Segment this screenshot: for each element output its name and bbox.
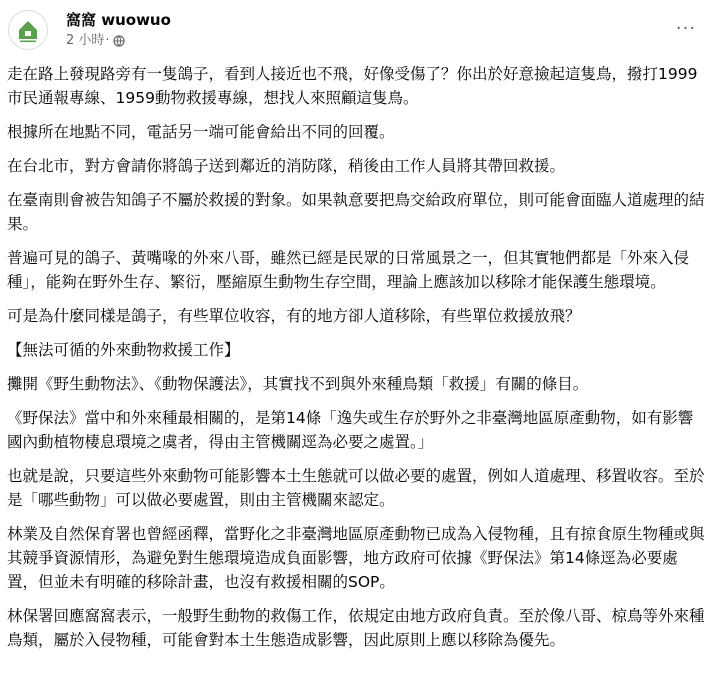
post-header <box>0 0 714 66</box>
post-paragraph: 可是為什麼同樣是鴿子，有些單位收容，有的地方卻人道移除，有些單位救援放飛？ <box>7 307 581 325</box>
post-timestamp[interactable]: 2 小時 <box>66 33 105 48</box>
post-body <box>7 62 707 662</box>
more-options-button[interactable] <box>672 16 700 40</box>
post-meta <box>66 32 171 50</box>
page-name-link[interactable]: 窩窩 wuowuo <box>66 11 171 29</box>
globe-icon <box>113 35 125 47</box>
more-options-icon: ··· <box>675 17 697 39</box>
post-paragraph: 走在路上發現路旁有一隻鴿子，看到人接近也不飛，好像受傷了？你出於好意撿起這隻鳥，撥打1999市民通報專線、1959動物救援專線，想找人來照顧這隻鳥。 <box>7 65 698 107</box>
page-avatar[interactable] <box>8 10 48 50</box>
meta-separator: · <box>105 33 110 48</box>
post-paragraph: 林保署回應窩窩表示，一般野生動物的救傷工作，依規定由地方政府負責。至於像八哥、椋鳥等外來種鳥類，屬於入侵物種，可能會對本土生態造成影響，因此原則上應以移除為優先。 <box>7 607 705 649</box>
post-paragraph: 在台北市，對方會請你將鴿子送到鄰近的消防隊，稍後由工作人員將其帶回救援。 <box>7 157 566 175</box>
post-paragraph: 《野保法》當中和外來種最相關的，是第14條「逸失或生存於野外之非臺灣地區原產動物，如有影響國內動植物棲息環境之虞者，得由主管機關逕為必要之處置。」 <box>7 409 694 451</box>
house-logo-icon <box>11 13 45 47</box>
post-paragraph: 普遍可見的鴿子、黃嘴喙的外來八哥，雖然已經是民眾的日常風景之一，但其實牠們都是「外來入侵種」，能夠在野外生存、繁衍，壓縮原生動物生存空間，理論上應該加以移除才能保護生態環境。 <box>7 249 690 291</box>
post-paragraph: 也就是說，只要這些外來動物可能影響本土生態就可以做必要的處置，例如人道處理、移置收容。至於是「哪些動物」可以做必要處置，則由主管機關來認定。 <box>7 467 705 509</box>
post-section-heading: 【無法可循的外來動物救援工作】 <box>7 341 240 359</box>
post-paragraph: 在臺南則會被告知鴿子不屬於救援的對象。如果執意要把鳥交給政府單位，則可能會面臨人道處理的結果。 <box>7 191 705 233</box>
post-paragraph: 根據所在地點不同，電話另一端可能會給出不同的回覆。 <box>7 123 395 141</box>
post-header-text <box>66 10 171 50</box>
post-paragraph: 攤開《野生動物法》、《動物保護法》，其實找不到與外來種鳥類「救援」有關的條目。 <box>7 375 589 393</box>
post-paragraph: 林業及自然保育署也曾經函釋，當野化之非臺灣地區原產動物已成為入侵物種，且有掠食原生物種或與其競爭資源情形，為避免對生態環境造成負面影響，地方政府可依據《野保法》第14條逕為必要處置，但並未有明確的移除計畫，也沒有救援相關的SOP。 <box>7 525 705 591</box>
